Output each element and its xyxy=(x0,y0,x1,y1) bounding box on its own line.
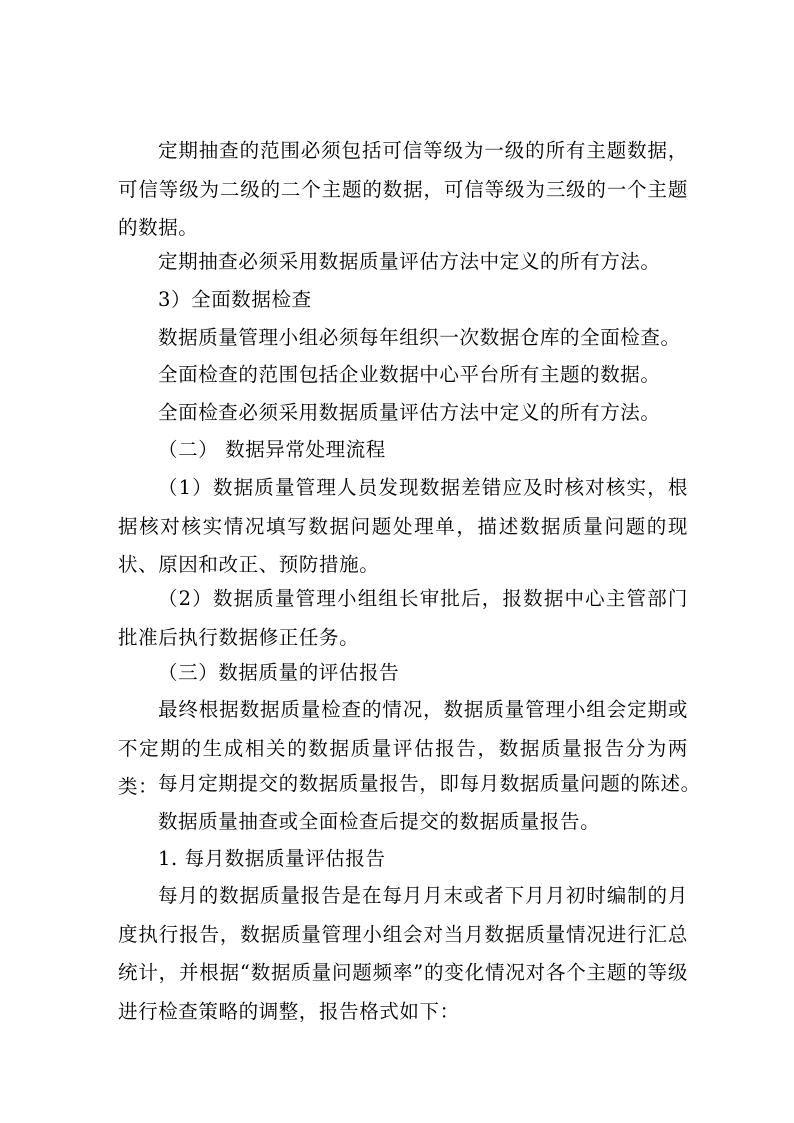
heading-monthly-report: 1. 每月数据质量评估报告 xyxy=(158,847,386,870)
paragraph-report-type-monthly: 每月定期提交的数据质量报告，即每月数据质量问题的陈述。 xyxy=(158,772,701,795)
heading-full-check: 3）全面数据检查 xyxy=(158,288,312,311)
paragraph-check-methods: 全面检查必须采用数据质量评估方法中定义的所有方法。 xyxy=(158,401,661,424)
paragraph-annual-check: 数据质量管理小组必须每年组织一次数据仓库的全面检查。 xyxy=(158,326,681,349)
paragraph-step-2: （2）数据质量管理小组组长审批后，报数据中心主管部门批准后执行数据修正任务。 xyxy=(118,587,688,649)
paragraph-check-scope: 全面检查的范围包括企业数据中心平台所有主题的数据。 xyxy=(158,363,661,386)
paragraph-report-type-check: 数据质量抽查或全面检查后提交的数据质量报告。 xyxy=(158,810,601,833)
paragraph-sampling-methods: 定期抽查必须采用数据质量评估方法中定义的所有方法。 xyxy=(158,250,661,273)
heading-exception-process: （二） 数据异常处理流程 xyxy=(158,438,386,461)
paragraph-monthly-report-body: 每月的数据质量报告是在每月月末或者下月月初时编制的月度执行报告，数据质量管理小组会对当月数据质量情况进行汇总统计，并根据“数据质量问题频率”的变化情况对各个主题的等级进行检查策略的调整，报告格式如下： xyxy=(118,884,688,1023)
paragraph-report-intro: 最终根据数据质量检查的情况，数据质量管理小组会定期或不定期的生成相关的数据质量评估报告，数据质量报告分为两类： xyxy=(118,698,688,798)
heading-evaluation-report: （三）数据质量的评估报告 xyxy=(158,661,400,684)
paragraph-step-1: （1）数据质量管理人员发现数据差错应及时核对核实，根据核对核实情况填写数据问题处理单，描述数据质量问题的现状、原因和改正、预防措施。 xyxy=(118,476,688,576)
paragraph-sampling-scope: 定期抽查的范围必须包括可信等级为一级的所有主题数据，可信等级为二级的二个主题的数据，可信等级为三级的一个主题的数据。 xyxy=(118,139,688,239)
